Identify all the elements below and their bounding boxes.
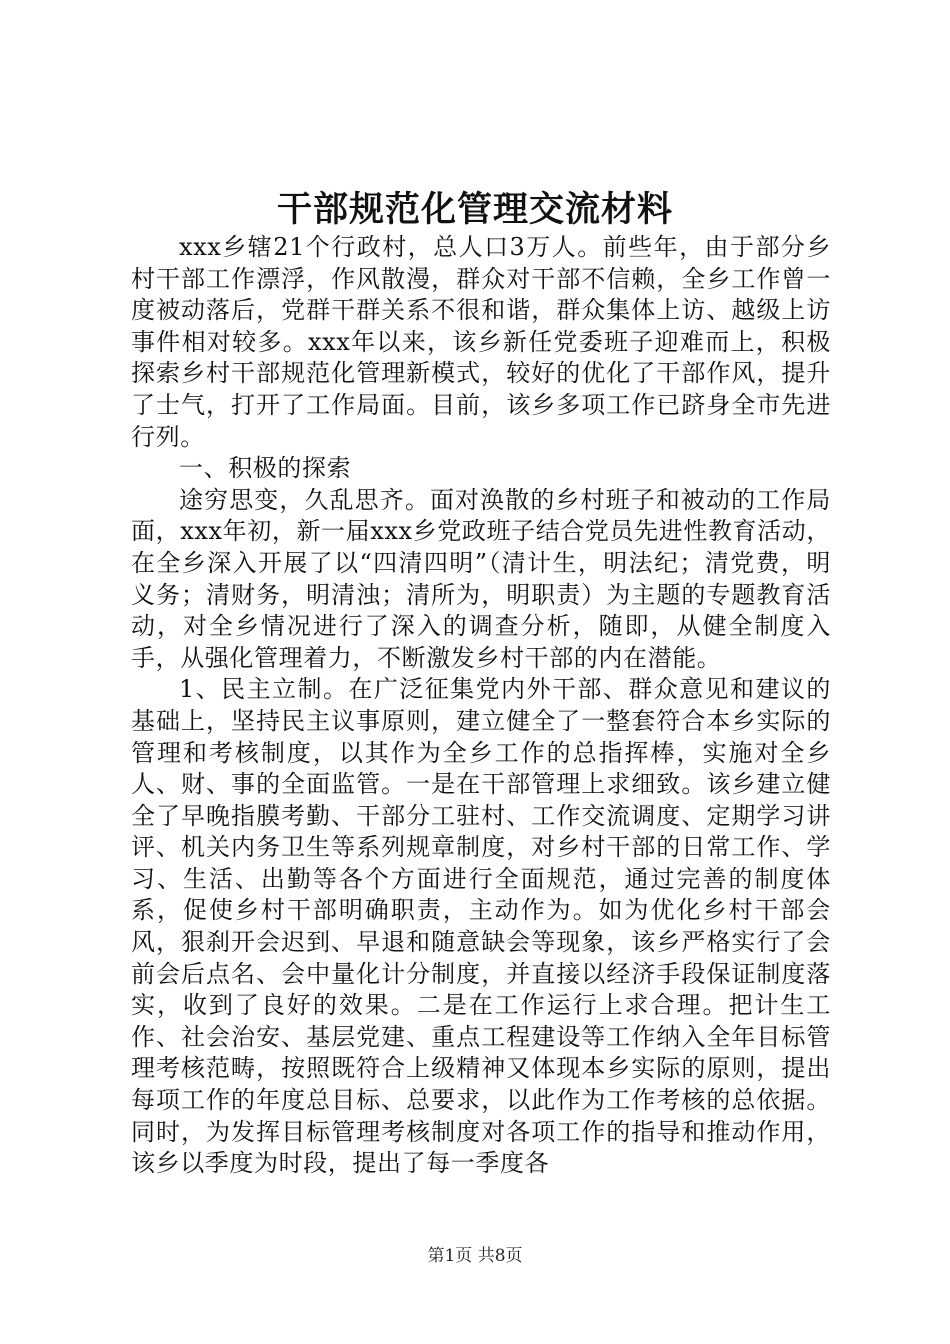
page-footer: 第1页 共8页 xyxy=(427,1246,523,1266)
document-title: 干部规范化管理交流材料 xyxy=(276,189,673,230)
section-heading: 一、积极的探索 xyxy=(179,454,352,483)
paragraph-intro: xxx乡辖21个行政村，总人口3万人。前些年，由于部分乡村干部工作漂浮，作风散漫，群众对干部不信赖，全乡工作曾一度被动落后，党群干群关系不很和谐，群众集体上访、越级上访事件相对较多。xxx年以来，该乡新任党委班子迎难而上，积极探索乡村干部规范化管理新模式，较好的优化了干部作风，提升了士气，打开了工作局面。目前，该乡多项工作已跻身全市先进行列。 xyxy=(131,233,831,451)
paragraph-exploration: 途穷思变，久乱思齐。面对涣散的乡村班子和被动的工作局面，xxx年初，新一届xxx乡党政班子结合党员先进性教育活动，在全乡深入开展了以“四清四明”（清计生，明法纪；清党费，明义务；清财务，明清浊；清所为，明职责）为主题的专题教育活动，对全乡情况进行了深入的调查分析，随即，从健全制度入手，从强化管理着力，不断激发乡村干部的内在潜能。 xyxy=(131,485,831,672)
paragraph-democratic-system: 1、民主立制。在广泛征集党内外干部、群众意见和建议的基础上，坚持民主议事原则，建立健全了一整套符合本乡实际的管理和考核制度，以其作为全乡工作的总指挥棒，实施对全乡人、财、事的全面监管。一是在干部管理上求细致。该乡建立健全了早晚指膜考勤、干部分工驻村、工作交流调度、定期学习讲评、机关内务卫生等系列规章制度，对乡村干部的日常工作、学习、生活、出勤等各个方面进行全面规范，通过完善的制度体系，促使乡村干部明确职责，主动作为。如为优化乡村干部会风，狠刹开会迟到、早退和随意缺会等现象，该乡严格实行了会前会后点名、会中量化计分制度，并直接以经济手段保证制度落实，收到了良好的效果。二是在工作运行上求合理。把计生工作、社会治安、基层党建、重点工程建设等工作纳入全年目标管理考核范畴，按照既符合上级精神又体现本乡实际的原则，提出每项工作的年度总目标、总要求，以此作为工作考核的总依据。同时，为发挥目标管理考核制度对各项工作的指导和推动作用，该乡以季度为时段，提出了每一季度各 xyxy=(131,675,831,1178)
document-body xyxy=(131,232,831,1180)
